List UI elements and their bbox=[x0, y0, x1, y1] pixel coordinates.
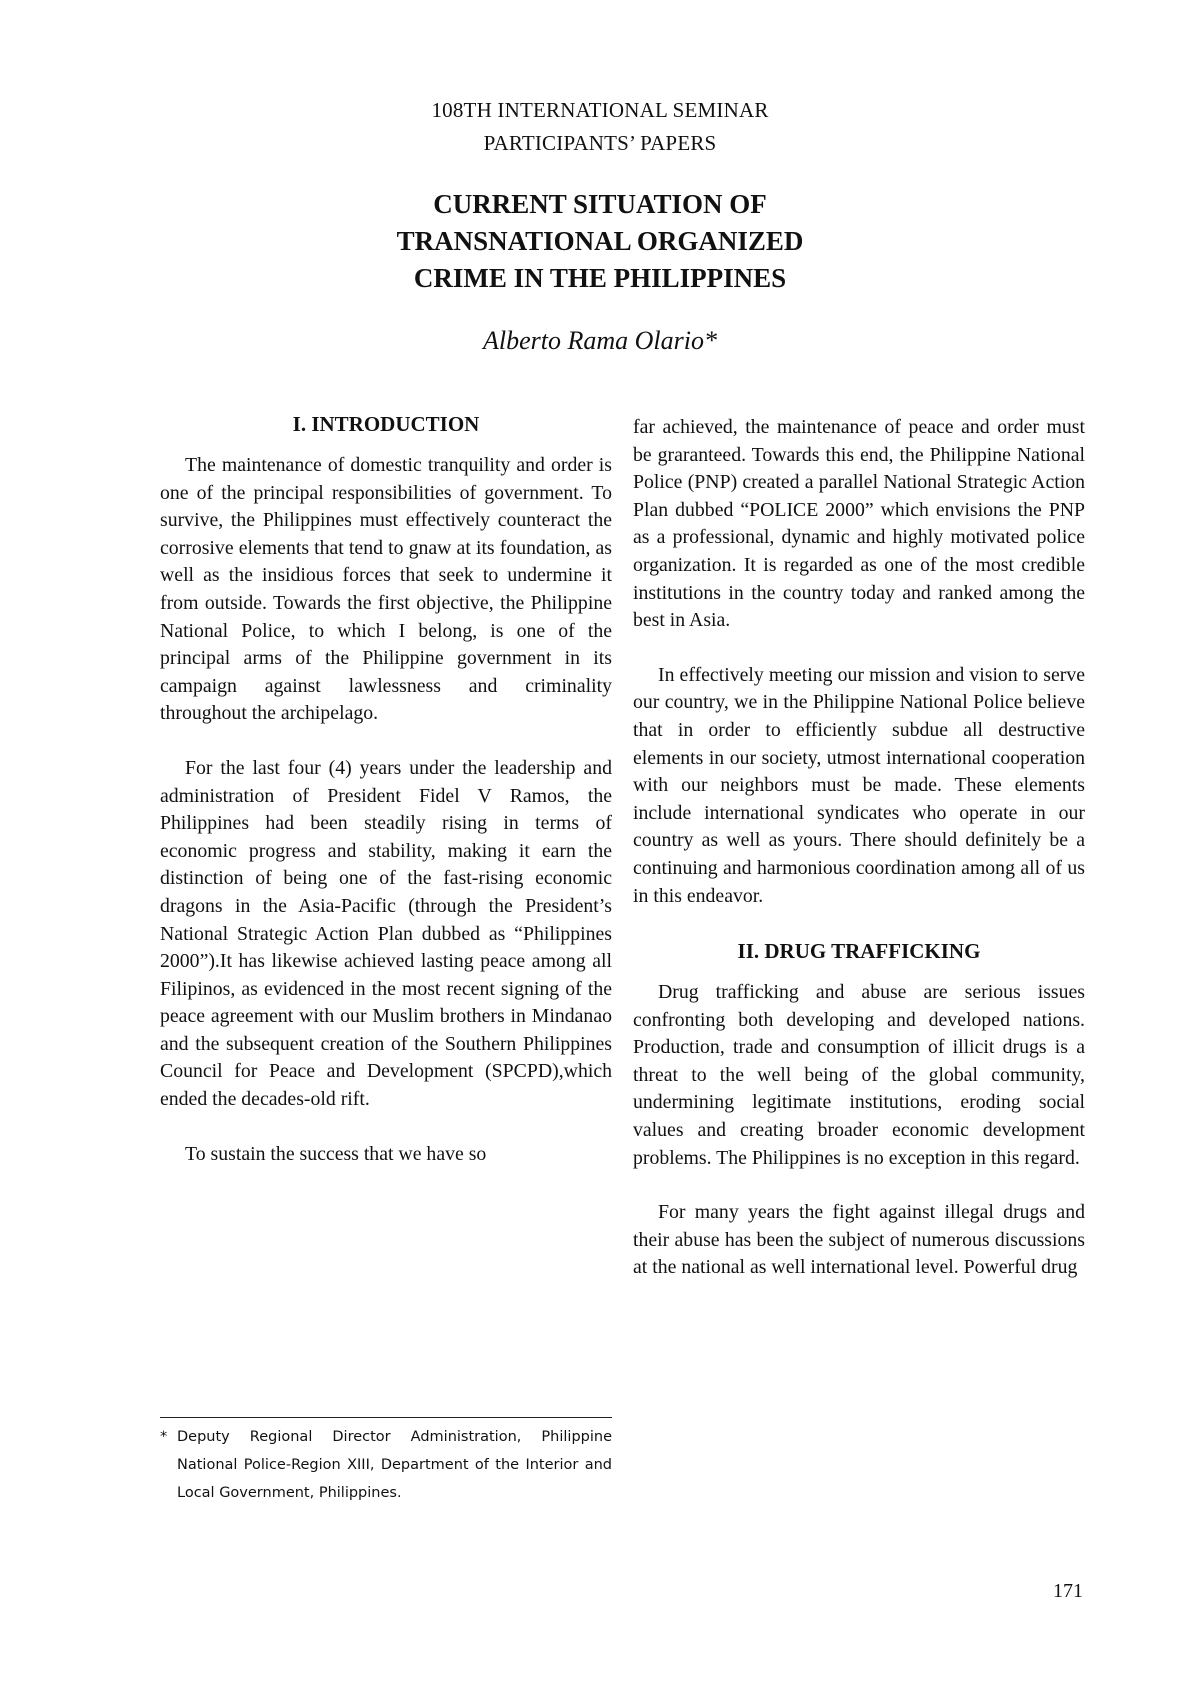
paragraph: The maintenance of domestic tranquility and order is one of the principal responsibilities of government. To survive, the Philippines must effectively counteract the corrosive elements that tend to gnaw at its foundation, as well as the insidious forces that seek to undermine it from outside. Towards the first objective, the Philippine National Police, to which I belong, is one of the principal arms of the Philippine government in its campaign against lawlessness and criminality throughout the archipelago. bbox=[160, 454, 612, 725]
page-number: 171 bbox=[1053, 1580, 1083, 1602]
paragraph: In effectively meeting our mission and vision to serve our country, we in the Philippine National Police believe that in order to efficiently subdue all destructive elements in our society, utmost international cooperation with our neighbors must be made. These elements include international syndicates who operate in our country as well as yours. There should definitely be a continuing and harmonious coordination among all of us in this endeavor. bbox=[633, 663, 1085, 907]
section-heading-introduction: I. INTRODUCTION bbox=[292, 412, 480, 436]
header-line-1: 108TH INTERNATIONAL SEMINAR bbox=[431, 98, 769, 122]
paper-title bbox=[0, 186, 1200, 297]
footnote-mark: * bbox=[160, 1429, 168, 1445]
paragraph: For many years the fight against illegal drugs and their abuse has been the subject of numerous discussions at the national as well international level. Powerful drug bbox=[633, 1201, 1085, 1279]
footnote-text: Deputy Regional Director Administration, Philippine National Police-Region XIII, Department of the Interior and Local Government, Philippines. bbox=[177, 1429, 612, 1501]
title-line: TRANSNATIONAL ORGANIZED bbox=[396, 226, 804, 256]
footnote bbox=[160, 1423, 612, 1507]
right-column bbox=[633, 414, 1085, 1282]
title-line: CURRENT SITUATION OF bbox=[433, 189, 767, 219]
footnote-divider bbox=[160, 1417, 612, 1418]
paragraph: Drug trafficking and abuse are serious issues confronting both developing and developed nations. Production, trade and consumption of illicit drugs is a threat to the well being of the global community, undermining legitimate institutions, eroding social values and creating broader economic development problems. The Philippines is no exception in this regard. bbox=[633, 981, 1085, 1169]
paragraph: For the last four (4) years under the leadership and administration of President Fidel V Ramos, the Philippines had been steadily rising in terms of economic progress and stability, making it earn the distinction of being one of the fast-rising economic dragons in the Asia-Pacific (through the President’s National Strategic Action Plan dubbed as “Philippines 2000”).It has likewise achieved lasting peace among all Filipinos, as evidenced in the most recent signing of the peace agreement with our Muslim brothers in Mindanao and the subsequent creation of the Southern Philippines Council for Peace and Development (SPCPD),which ended the decades-old rift. bbox=[160, 756, 612, 1111]
author-name: Alberto Rama Olario* bbox=[483, 326, 717, 355]
paragraph: To sustain the success that we have so bbox=[185, 1142, 487, 1165]
left-column bbox=[160, 410, 612, 1168]
header-line-2: PARTICIPANTS’ PAPERS bbox=[483, 131, 717, 155]
section-heading-drug-trafficking: II. DRUG TRAFFICKING bbox=[737, 939, 981, 964]
title-line: CRIME IN THE PHILIPPINES bbox=[413, 263, 787, 293]
paragraph-continued: far achieved, the maintenance of peace and order must be graranteed. Towards this end, the Philippine National Police (PNP) created a parallel National Strategic Action Plan dubbed “POLICE 2000” which envisions the PNP as a professional, dynamic and highly motivated police organization. It is regarded as one of the most credible institutions in the country today and ranked among the best in Asia. bbox=[633, 416, 1085, 632]
